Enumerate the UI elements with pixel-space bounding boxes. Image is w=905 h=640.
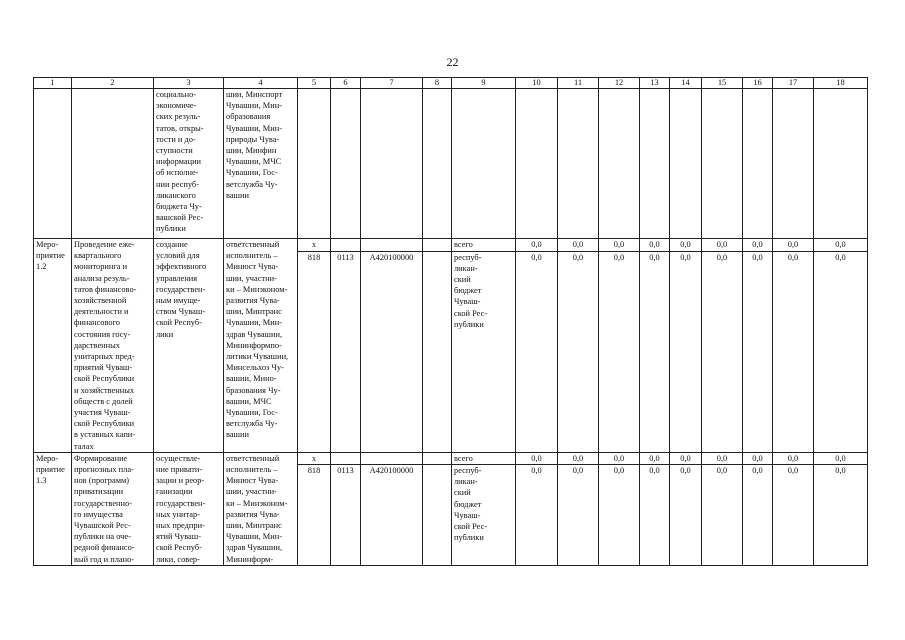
program-measures-table [33,77,868,566]
table-row-continued [34,89,868,239]
cell-value: 0,0 [670,452,702,464]
column-header-12: 12 [599,78,640,89]
cell-col5: x [298,452,331,464]
column-header-9: 9 [452,78,516,89]
cell-value: 0,0 [599,452,640,464]
cell-value: 0,0 [743,251,773,452]
cell-value: 0,0 [640,251,670,452]
column-header-10: 10 [516,78,558,89]
cell-value: 0,0 [814,452,868,464]
measure-executor: ответственный исполнитель – Минюст Чува- шии, участни- ки – Минэконом- развития Чува- шии, Минтранс Чувашии, Мин- здрав Чувашии, Мининформ- [224,452,298,565]
cell-value: 0,0 [743,452,773,464]
measure-label: Меро- приятие 1.3 [34,452,72,565]
column-header-13: 13 [640,78,670,89]
cell-value: 0,0 [558,452,599,464]
cell-label [34,89,72,239]
cell-value: 0,0 [702,465,743,566]
cell-col7: А420100000 [361,465,423,566]
cell-value: 0,0 [670,239,702,252]
cell-name [72,89,154,239]
measure-goal: осуществле- ние привати- зации и реор- ганизации государствен- ных унитар- ных предпри- ятий Чуваш- ской Респуб- лики, совер- [154,452,224,565]
cell-value: 0,0 [599,239,640,252]
cell-value: 0,0 [516,251,558,452]
cell-executor: шии, Минспорт Чувашии, Мин- образования Чувашии, Мин- природы Чува- шии, Минфин Чувашии, МЧС Чувашии, Гос- ветслужба Чу- вашии [224,89,298,239]
cell-value: 0,0 [702,251,743,452]
cell-value: 0,0 [558,465,599,566]
cell-col6 [331,452,361,464]
column-header-3: 3 [154,78,224,89]
cell-col7 [361,239,423,252]
page-number: 22 [446,55,459,69]
cell-col8 [423,239,452,252]
cell-value: 0,0 [670,465,702,566]
cell-value: 0,0 [773,251,814,452]
cell-col7: А420100000 [361,251,423,452]
column-header-6: 6 [331,78,361,89]
measure-name: Проведение еже- квартального мониторинга и анализа резуль- татов финансово- хозяйственной деятельности и финансового состояния госу- дарственных унитарных пред- приятий Чуваш- ской Республики и хозяйственных обществ с долей участия Чуваш- ской Республики в уставных капи- талах [72,239,154,453]
cell-col8 [423,251,452,452]
cell-value: 0,0 [640,239,670,252]
column-header-15: 15 [702,78,743,89]
column-header-1: 1 [34,78,72,89]
measure-name: Формирование прогнозных пла- нов (программ) приватизации государственно- го имущества Чувашской Рес- публики на оче- редной финансо- вый год и плано- [72,452,154,565]
cell-value: 0,0 [743,465,773,566]
cell-funding-source: респуб- ликан- ский бюджет Чуваш- ской Рес- публики [452,251,516,452]
measure-goal: создание условий для эффективного управления государствен- ным имуще- ством Чуваш- ской Респуб- лики [154,239,224,453]
cell-col5: 818 [298,465,331,566]
cell-value: 0,0 [558,239,599,252]
cell-value: 0,0 [516,239,558,252]
cell-col6 [331,239,361,252]
cell-funding-source: респуб- ликан- ский бюджет Чуваш- ской Рес- публики [452,465,516,566]
column-header-18: 18 [814,78,868,89]
cell-value: 0,0 [599,251,640,452]
cell-value: 0,0 [773,465,814,566]
cell-value: 0,0 [599,465,640,566]
measure-label: Меро- приятие 1.2 [34,239,72,453]
measure-executor: ответственный исполнитель – Минюст Чува- шии, участни- ки – Минэконом- развития Чува- шии, Минтранс Чувашии, Мин- здрав Чувашии, Мининформпо- литики Чувашии, Минсельхоз Чу- вашии, Мино- бразования Чу- вашии, МЧС Чувашии, Гос- ветслужба Чу- вашии [224,239,298,453]
column-header-4: 4 [224,78,298,89]
column-header-5: 5 [298,78,331,89]
cell-value: 0,0 [773,452,814,464]
cell-goal: социально- экономиче- ских резуль- татов, откры- тости и до- ступности информации об исполне- нии респуб- ликанского бюджета Чу- вашской Рес- публики [154,89,224,239]
cell-col7 [361,452,423,464]
column-header-14: 14 [670,78,702,89]
cell-col6: 0113 [331,251,361,452]
cell-value: 0,0 [640,465,670,566]
cell-value: 0,0 [516,465,558,566]
cell-col8 [423,465,452,566]
column-header-16: 16 [743,78,773,89]
measure-row [34,452,868,464]
cell-col6: 0113 [331,465,361,566]
cell-value: 0,0 [516,452,558,464]
cell-value: 0,0 [814,239,868,252]
cell-col5: 818 [298,251,331,452]
cell-funding-source: всего [452,452,516,464]
cell-value: 0,0 [702,452,743,464]
cell-value: 0,0 [814,465,868,566]
column-header-2: 2 [72,78,154,89]
column-header-11: 11 [558,78,599,89]
column-header-17: 17 [773,78,814,89]
cell-value: 0,0 [702,239,743,252]
cell-col8 [423,452,452,464]
column-number-header [34,78,868,89]
cell-col5: x [298,239,331,252]
cell-value: 0,0 [558,251,599,452]
cell-value: 0,0 [814,251,868,452]
cell-value: 0,0 [773,239,814,252]
measure-row [34,239,868,252]
cell-value: 0,0 [640,452,670,464]
cell-value: 0,0 [743,239,773,252]
cell-funding-source: всего [452,239,516,252]
column-header-7: 7 [361,78,423,89]
cell-value: 0,0 [670,251,702,452]
column-header-8: 8 [423,78,452,89]
